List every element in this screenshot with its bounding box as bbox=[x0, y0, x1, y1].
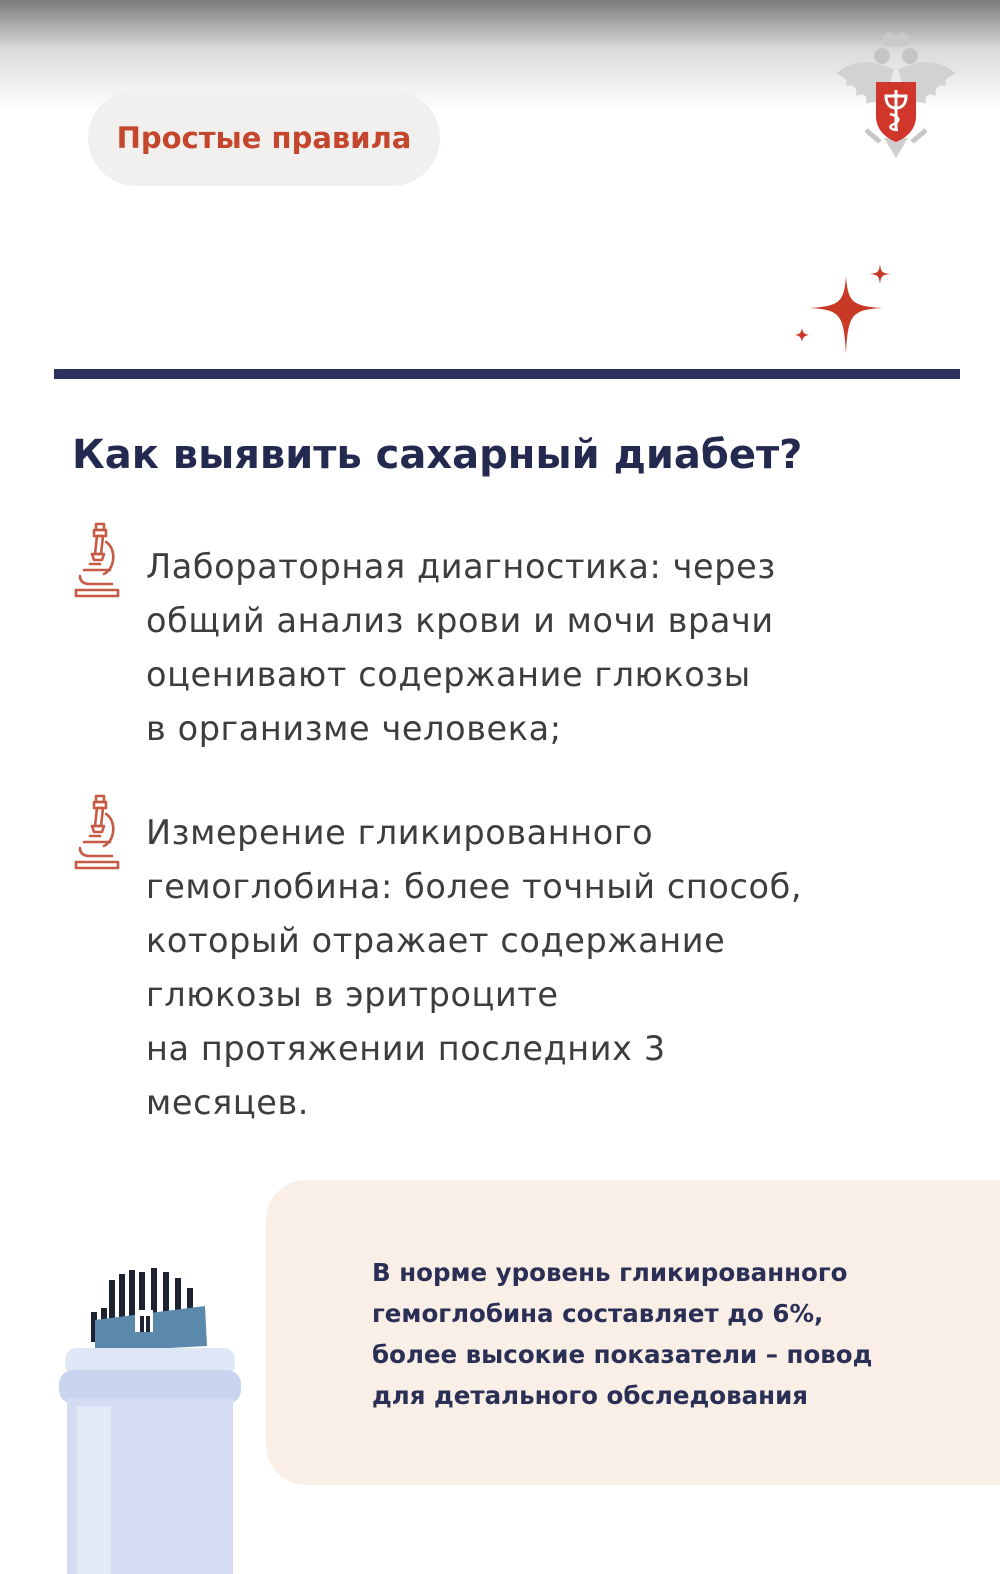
info-callout-text: В норме уровень гликированного гемоглобина составляет до 6%, более высокие показатели – повод для детального обследования bbox=[372, 1258, 873, 1410]
list-item-text: Лабораторная диагностика: через общий анализ крови и мочи врачи оценивают содержание глюкозы в организме человека; bbox=[146, 547, 776, 748]
coat-of-arms-icon bbox=[828, 30, 964, 166]
category-badge bbox=[88, 90, 440, 186]
page-title: Как выявить сахарный диабет? bbox=[72, 432, 803, 478]
microscope-icon bbox=[70, 520, 124, 600]
test-strip-jar-icon bbox=[55, 1266, 245, 1574]
microscope-icon bbox=[70, 792, 124, 872]
section-divider bbox=[54, 369, 960, 379]
list-item-text: Измерение гликированного гемоглобина: более точный способ, который отражает содержание глюкозы в эритроците на протяжении последних 3 месяцев. bbox=[146, 813, 803, 1122]
sparkle-icon bbox=[790, 262, 900, 358]
category-badge-label: Простые правила bbox=[116, 121, 412, 155]
